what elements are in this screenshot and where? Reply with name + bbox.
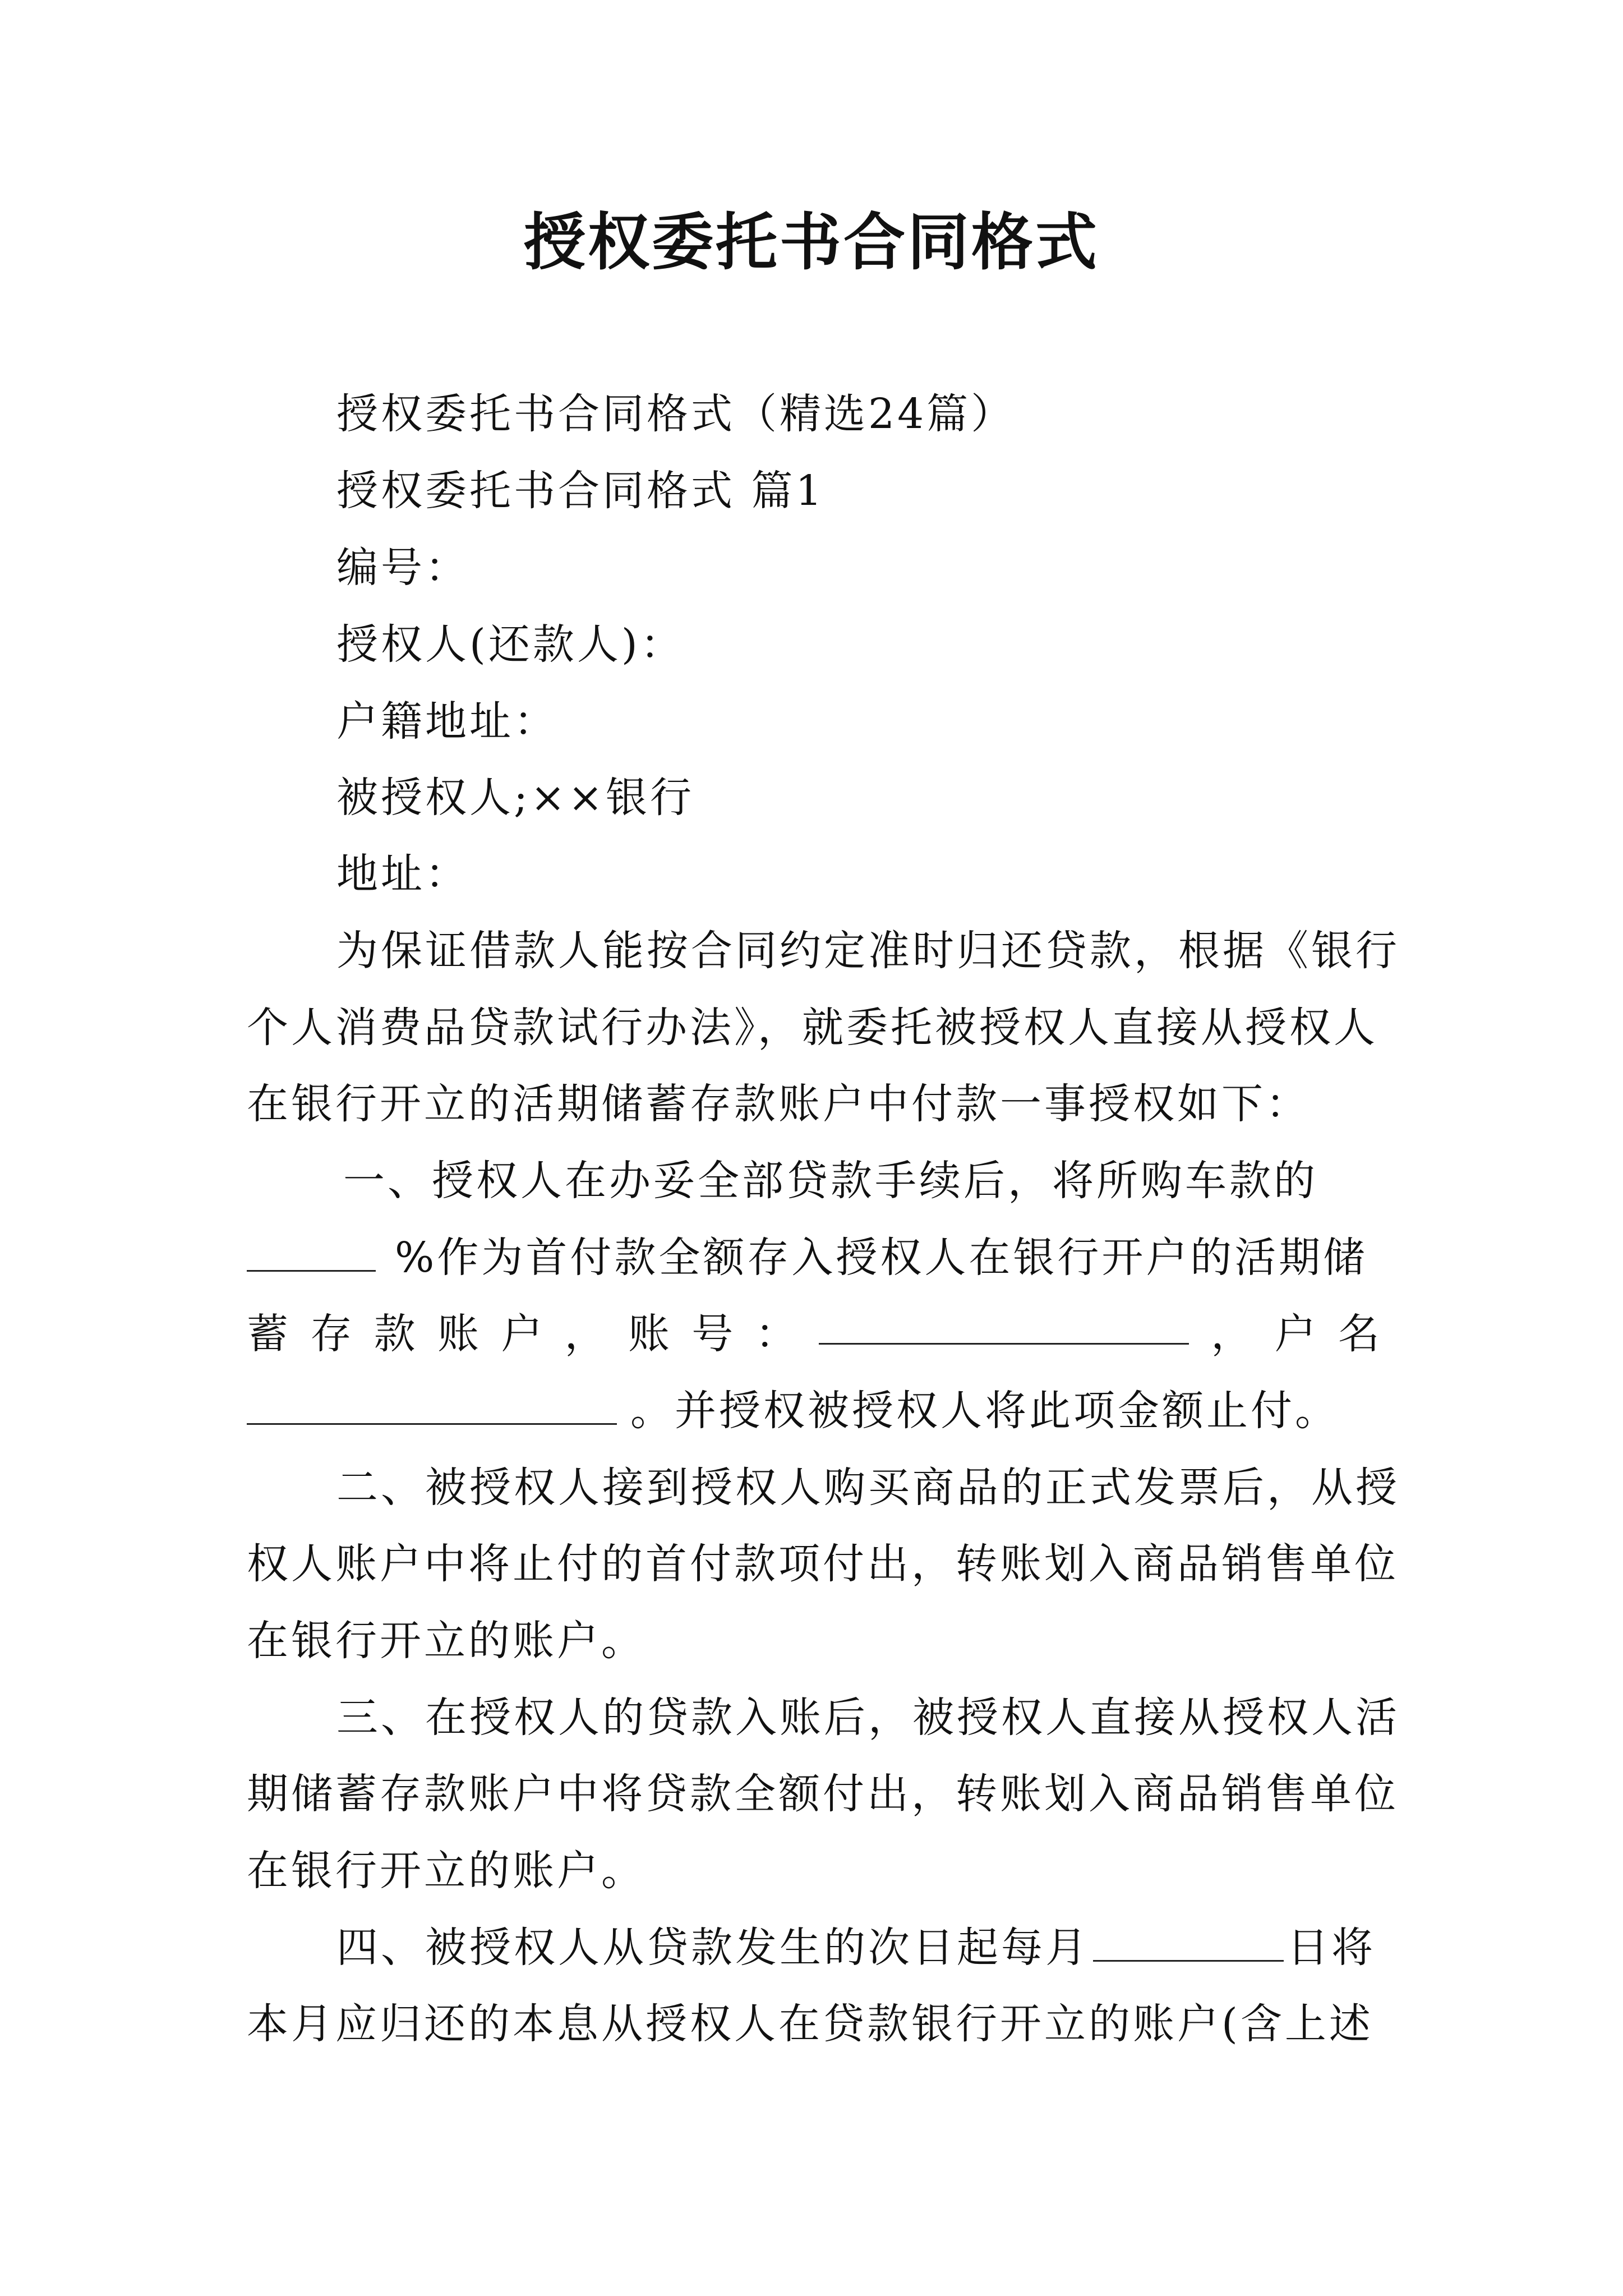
clause1-line-1: 一、授权人在办妥全部贷款手续后，将所购车款的 <box>343 1157 1318 1205</box>
clause2-line-1: 二、被授权人接到授权人购买商品的正式发票后，从授 <box>336 1464 1400 1512</box>
address-label: 地址： <box>336 850 469 898</box>
account-char: 账 <box>628 1310 670 1358</box>
account-char: 户 <box>1274 1310 1316 1358</box>
account-char: 蓄 <box>247 1310 288 1358</box>
clause1-line-4 <box>247 1383 1339 1439</box>
day-blank <box>1093 1923 1284 1962</box>
clause2-line-3: 在银行开立的账户。 <box>247 1617 645 1665</box>
account-char: 账 <box>437 1310 479 1358</box>
document-title: 授权委托书合同格式 <box>524 206 1099 278</box>
clause4-line-1 <box>336 1920 1376 1976</box>
account-name-blank <box>247 1386 617 1425</box>
clause4-line-2: 本月应归还的本息从授权人在贷款银行开立的账户(含上述 <box>247 2000 1373 2048</box>
intro-line-1: 为保证借款人能按合同约定准时归还贷款，根据《银行 <box>336 927 1400 975</box>
account-char: 款 <box>374 1310 416 1358</box>
residence-label: 户籍地址： <box>336 697 558 746</box>
clause2-line-2: 权人账户中将止付的首付款项付出，转账划入商品销售单位 <box>247 1540 1399 1588</box>
section-heading: 授权委托书合同格式 篇1 <box>336 467 825 515</box>
clause1-line-3 <box>247 1306 1380 1362</box>
intro-line-3: 在银行开立的活期储蓄存款账户中付款一事授权如下： <box>247 1080 1310 1128</box>
authorizer-label: 授权人(还款人)： <box>336 620 685 669</box>
clause3-line-2: 期储蓄存款账户中将贷款全额付出，转账划入商品销售单位 <box>247 1770 1399 1818</box>
clause1-line-2 <box>247 1230 1367 1286</box>
clause3-line-3: 在银行开立的账户。 <box>247 1847 645 1895</box>
clause4-line-1-end: 日将 <box>1287 1924 1376 1972</box>
account-char: 存 <box>310 1310 352 1358</box>
document-subtitle: 授权委托书合同格式（精选24篇） <box>336 390 1016 438</box>
number-label: 编号： <box>336 544 469 592</box>
account-char: 名 <box>1338 1310 1380 1358</box>
account-char: ： <box>755 1310 797 1358</box>
clause4-line-1-text: 四、被授权人从贷款发生的次日起每月 <box>336 1924 1090 1972</box>
account-char: 号 <box>691 1310 734 1358</box>
account-number-blank <box>819 1306 1189 1345</box>
account-char: ， <box>564 1310 606 1358</box>
intro-line-2: 个人消费品贷款试行办法》，就委托被授权人直接从授权人 <box>247 1004 1378 1052</box>
clause1-line-2-text: %作为首付款全额存入授权人在银行开户的活期储 <box>395 1234 1368 1282</box>
percent-blank <box>247 1233 376 1272</box>
account-char: 户 <box>501 1310 543 1358</box>
account-char: ， <box>1211 1310 1253 1358</box>
clause3-line-1: 三、在授权人的贷款入账后，被授权人直接从授权人活 <box>336 1694 1400 1742</box>
clause1-line-4-text: 。并授权被授权人将此项金额止付。 <box>630 1387 1339 1435</box>
authorized-label: 被授权人;××银行 <box>336 774 694 822</box>
